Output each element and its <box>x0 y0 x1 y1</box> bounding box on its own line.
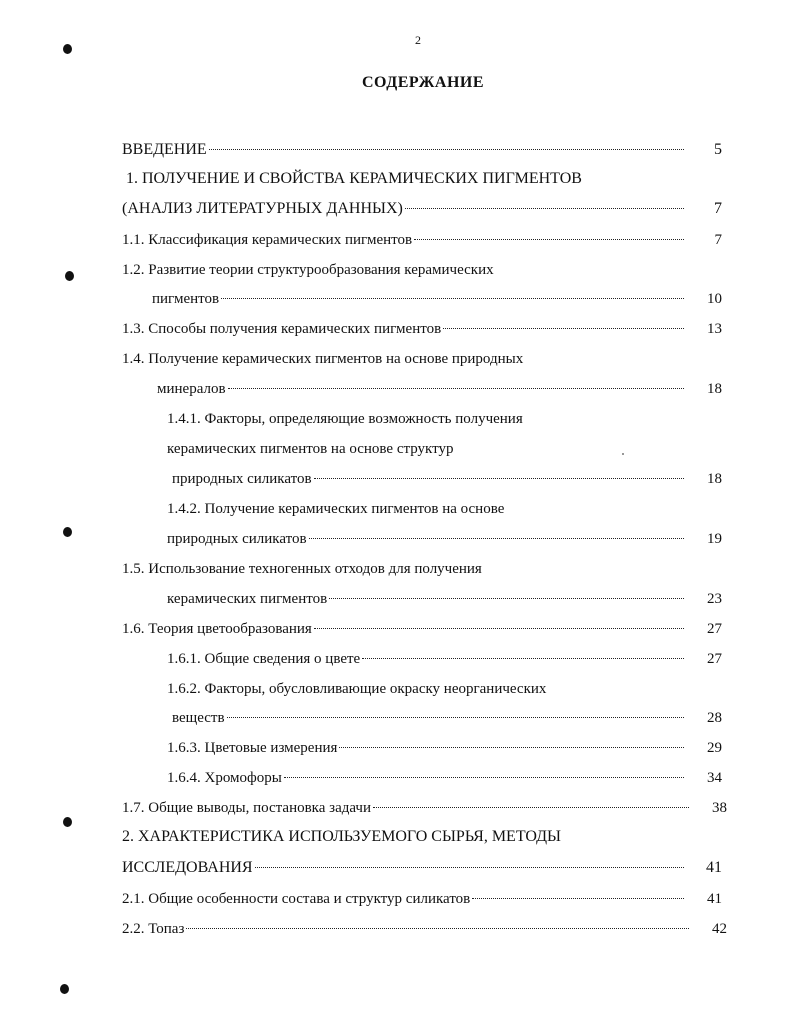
toc-entry-text: 1.4.2. Получение керамических пигментов на основе <box>167 501 505 517</box>
toc-entry-1-7[interactable] <box>122 798 727 818</box>
toc-entry-page: 7 <box>714 232 722 248</box>
toc-entry-text: 2.1. Общие особенности состава и структур силикатов <box>122 891 471 907</box>
toc-entry-text: 1.5. Использование техногенных отходов для получения <box>122 561 482 577</box>
toc-entry-1-3[interactable] <box>122 319 722 339</box>
toc-entry-1-6-2-line-1[interactable] <box>167 679 546 699</box>
toc-entry-text: 1.3. Способы получения керамических пигментов <box>122 321 442 337</box>
dot-leader <box>472 898 684 899</box>
toc-entry-text: 1.4. Получение керамических пигментов на основе природных <box>122 351 524 367</box>
scan-speck <box>622 453 624 455</box>
toc-entry-text: 2. ХАРАКТЕРИСТИКА ИСПОЛЬЗУЕМОГО СЫРЬЯ, МЕТОДЫ <box>122 828 562 845</box>
toc-entry-1-6-3[interactable] <box>167 738 722 758</box>
toc-entry-text: 1.6.3. Цветовые измерения <box>167 740 338 756</box>
page-title: СОДЕРЖАНИЕ <box>361 74 485 91</box>
toc-entry-text: 1.4.1. Факторы, определяющие возможность получения <box>167 411 523 427</box>
toc-entry-text: 1.2. Развитие теории структурообразования керамических <box>122 262 494 278</box>
toc-entry-page: 27 <box>707 621 722 637</box>
toc-entry-1-2-line-1[interactable] <box>122 260 494 280</box>
toc-entry-text: (АНАЛИЗ ЛИТЕРАТУРНЫХ ДАННЫХ) <box>122 200 403 217</box>
binder-hole-mark <box>65 271 74 281</box>
toc-entry-chapter-2-line-2[interactable] <box>122 858 722 878</box>
dot-leader <box>314 478 684 479</box>
toc-entry-page: 34 <box>707 770 722 786</box>
toc-entry-chapter-1-line-2[interactable] <box>122 199 722 219</box>
toc-entry-text: 1.6.2. Факторы, обусловливающие окраску неорганических <box>167 681 547 697</box>
toc-entry-page: 41 <box>706 859 722 876</box>
toc-entry-page: 10 <box>707 291 722 307</box>
toc-entry-page: 13 <box>707 321 722 337</box>
toc-entry-1-4-2-line-2[interactable] <box>167 529 722 549</box>
toc-entry-2-2[interactable] <box>122 919 727 939</box>
dot-leader <box>362 658 684 659</box>
toc-entry-page: 23 <box>707 591 722 607</box>
toc-entry-page: 18 <box>707 381 722 397</box>
binder-hole-mark <box>63 527 72 537</box>
toc-entry-text: керамических пигментов <box>167 591 328 607</box>
toc-entry-1-4-line-1[interactable] <box>122 349 523 369</box>
toc-entry-text: 1.6.1. Общие сведения о цвете <box>167 651 361 667</box>
toc-entry-page: 19 <box>707 531 722 547</box>
dot-leader <box>405 208 684 209</box>
toc-entry-page: 5 <box>714 141 722 158</box>
toc-entry-1-5-line-1[interactable] <box>122 559 482 579</box>
toc-entry-1-2-line-2[interactable] <box>152 289 722 309</box>
toc-entry-text: веществ <box>172 710 225 726</box>
toc-entry-1-6-2-line-2[interactable] <box>172 708 722 728</box>
binder-hole-mark <box>63 44 72 54</box>
dot-leader <box>209 149 684 150</box>
dot-leader <box>186 928 689 929</box>
toc-entry-text: 1.6. Теория цветообразования <box>122 621 312 637</box>
dot-leader <box>227 717 684 718</box>
page-number: 2 <box>415 33 421 47</box>
dot-leader <box>255 867 684 868</box>
toc-entry-chapter-2-line-1[interactable] <box>122 827 561 847</box>
toc-entry-page: 18 <box>707 471 722 487</box>
toc-entry-1-4-line-2[interactable] <box>157 379 722 399</box>
toc-entry-text: 1.6.4. Хромофоры <box>167 770 282 786</box>
toc-entry-text: пигментов <box>152 291 220 307</box>
dot-leader <box>221 298 684 299</box>
toc-entry-text: ВВЕДЕНИЕ <box>122 141 207 158</box>
toc-entry-intro[interactable] <box>122 140 722 160</box>
toc-entry-page: 38 <box>712 800 727 816</box>
toc-entry-page: 28 <box>707 710 722 726</box>
toc-entry-text: 1.1. Классификация керамических пигментов <box>122 232 413 248</box>
dot-leader <box>414 239 684 240</box>
toc-entry-1-6-4[interactable] <box>167 768 722 788</box>
dot-leader <box>284 777 684 778</box>
toc-entry-1-5-line-2[interactable] <box>167 589 722 609</box>
toc-entry-text: 2.2. Топаз <box>122 921 185 937</box>
toc-entry-page: 41 <box>707 891 722 907</box>
toc-entry-page: 7 <box>714 200 722 217</box>
dot-leader <box>329 598 684 599</box>
toc-entry-1-4-1-line-1[interactable] <box>167 409 523 429</box>
toc-entry-1-6[interactable] <box>122 619 722 639</box>
toc-entry-1-4-1-line-3[interactable] <box>172 469 722 489</box>
toc-entry-2-1[interactable] <box>122 889 722 909</box>
toc-entry-text: 1. ПОЛУЧЕНИЕ И СВОЙСТВА КЕРАМИЧЕСКИХ ПИГМЕНТОВ <box>126 170 582 187</box>
dot-leader <box>314 628 684 629</box>
binder-hole-mark <box>63 817 72 827</box>
toc-entry-text: природных силикатов <box>172 471 312 487</box>
dot-leader <box>309 538 684 539</box>
toc-entry-text: природных силикатов <box>167 531 307 547</box>
dot-leader <box>443 328 684 329</box>
dot-leader <box>373 807 689 808</box>
toc-entry-page: 27 <box>707 651 722 667</box>
toc-entry-text: керамических пигментов на основе структур <box>167 441 454 457</box>
toc-entry-1-1[interactable] <box>122 230 722 250</box>
dot-leader <box>339 747 684 748</box>
binder-hole-mark <box>60 984 69 994</box>
toc-entry-text: минералов <box>157 381 226 397</box>
toc-entry-1-4-1-line-2[interactable] <box>167 439 453 459</box>
dot-leader <box>228 388 684 389</box>
toc-entry-page: 42 <box>712 921 727 937</box>
toc-entry-text: 1.7. Общие выводы, постановка задачи <box>122 800 371 816</box>
toc-entry-1-4-2-line-1[interactable] <box>167 499 504 519</box>
toc-entry-1-6-1[interactable] <box>167 649 722 669</box>
toc-entry-text: ИССЛЕДОВАНИЯ <box>122 859 253 876</box>
toc-entry-page: 29 <box>707 740 722 756</box>
toc-entry-chapter-1-line-1[interactable] <box>126 169 582 189</box>
